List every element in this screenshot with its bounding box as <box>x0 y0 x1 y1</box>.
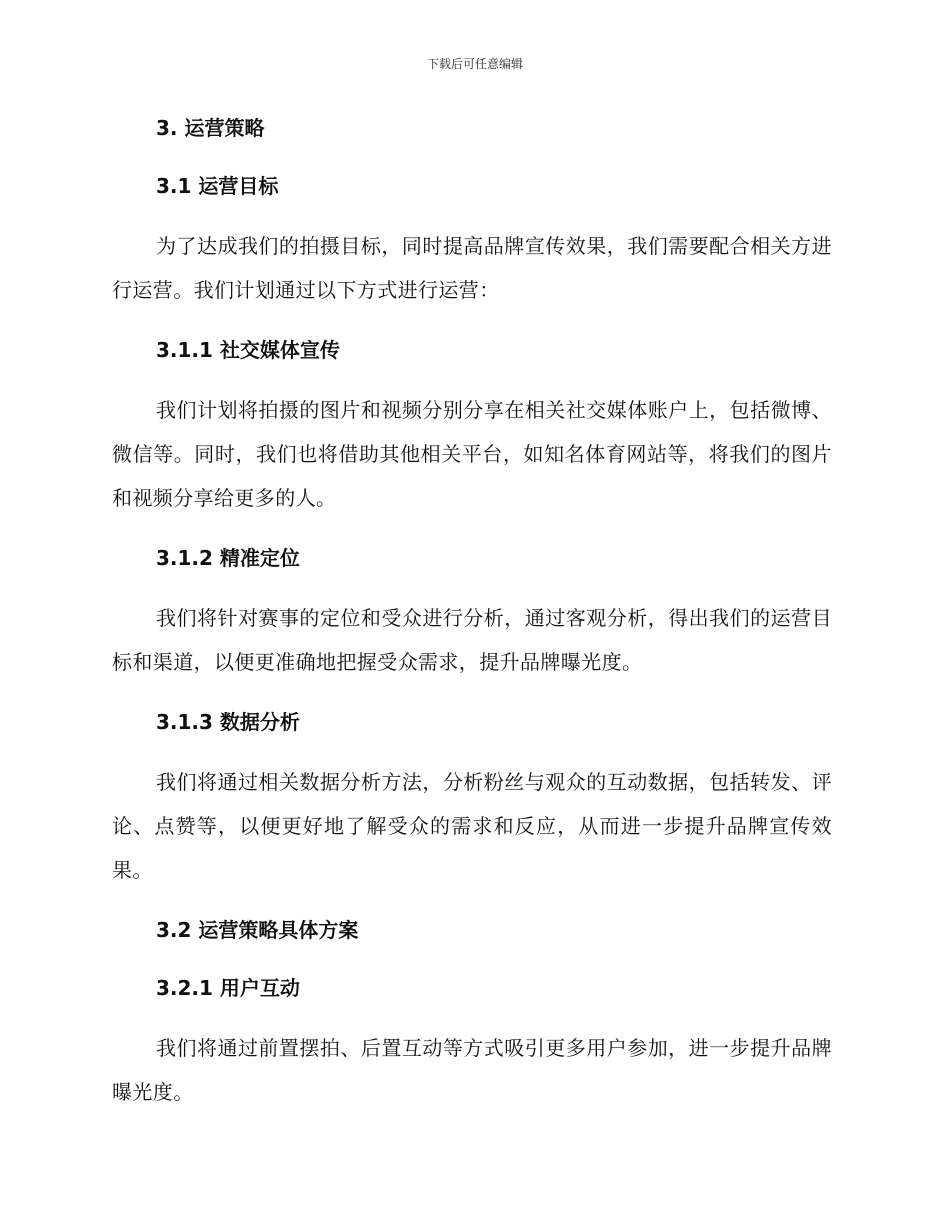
section-heading-3: 3. 运营策略 <box>156 116 265 140</box>
paragraph-social-media: 我们计划将拍摄的图片和视频分别分享在相关社交媒体账户上，包括微博、微信等。同时，我们也将借助其他相关平台，如知名体育网站等，将我们的图片和视频分享给更多的人。 <box>112 398 832 510</box>
section-heading-3-1-3: 3.1.3 数据分析 <box>156 710 300 734</box>
section-heading-3-2-1: 3.2.1 用户互动 <box>156 976 300 1000</box>
paragraph-precise-positioning: 我们将针对赛事的定位和受众进行分析，通过客观分析，得出我们的运营目标和渠道，以便更准确地把握受众需求，提升品牌曝光度。 <box>112 606 832 674</box>
page-header-note: 下载后可任意编辑 <box>426 57 523 71</box>
section-heading-3-2: 3.2 运营策略具体方案 <box>156 918 359 942</box>
paragraph-data-analysis: 我们将通过相关数据分析方法，分析粉丝与观众的互动数据，包括转发、评论、点赞等，以便更好地了解受众的需求和反应，从而进一步提升品牌宣传效果。 <box>112 770 832 882</box>
paragraph-operation-goal: 为了达成我们的拍摄目标，同时提高品牌宣传效果，我们需要配合相关方进行运营。我们计划通过以下方式进行运营： <box>112 234 832 302</box>
section-heading-3-1: 3.1 运营目标 <box>156 174 279 198</box>
section-heading-3-1-1: 3.1.1 社交媒体宣传 <box>156 338 340 362</box>
document-body <box>112 112 832 1114</box>
section-heading-3-1-2: 3.1.2 精准定位 <box>156 546 300 570</box>
paragraph-user-interaction: 我们将通过前置摆拍、后置互动等方式吸引更多用户参加，进一步提升品牌曝光度。 <box>112 1036 832 1104</box>
